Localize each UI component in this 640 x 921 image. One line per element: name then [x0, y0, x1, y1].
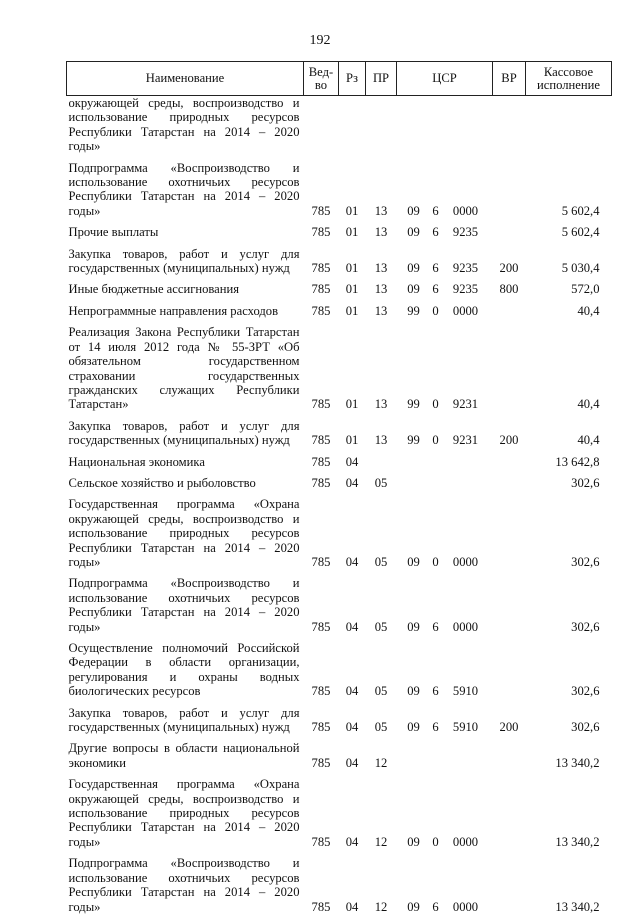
row-ved: 785: [311, 454, 331, 469]
row-pr: 05: [374, 619, 388, 634]
row-name: Сельское хозяйство и рыболовство: [68, 475, 256, 490]
row-sum: 302,6: [571, 554, 600, 569]
table-row: [67, 325, 612, 418]
row-csr1: 09: [407, 720, 420, 735]
row-pr: 05: [374, 475, 388, 490]
row-csr: [397, 325, 493, 418]
row-name: Национальная экономика: [68, 454, 205, 469]
row-sum: 302,6: [571, 684, 600, 699]
row-pr: 13: [374, 303, 388, 318]
header-vr: ВР: [493, 62, 526, 96]
row-rz: 01: [345, 261, 359, 276]
row-csr: [397, 706, 493, 742]
row-vr: [493, 455, 526, 476]
row-csr2: 6: [432, 225, 439, 240]
row-name: Государственная программа «Охрана окружающей среды, воспроизводство и использование природных ресурсов Республики Татарстан на 2014 – 2020 годы»: [68, 497, 300, 569]
header-sum: Кассовое исполнение: [526, 62, 612, 96]
row-csr2: 0: [432, 554, 439, 569]
row-csr2: 6: [432, 899, 439, 914]
row-csr: [397, 741, 493, 777]
row-pr: 05: [374, 554, 388, 569]
row-name: Иные бюджетные ассигнования: [68, 282, 240, 297]
row-name: Другие вопросы в области национальной экономики: [68, 741, 300, 770]
row-rz: 04: [345, 554, 359, 569]
row-ved: 785: [311, 684, 331, 699]
row-rz: 04: [345, 899, 359, 914]
row-csr1: 99: [407, 397, 420, 412]
row-vr: [493, 777, 526, 856]
row-name: Непрограммные направления расходов: [68, 303, 279, 318]
row-csr2: 6: [432, 282, 439, 297]
table-row: [67, 96, 612, 161]
row-vr: [493, 161, 526, 226]
row-csr3: 0000: [452, 834, 479, 849]
row-ved: 785: [311, 225, 331, 240]
row-pr: [366, 96, 397, 161]
row-rz: 01: [345, 397, 359, 412]
row-ved: 785: [311, 619, 331, 634]
row-sum: 13 340,2: [555, 755, 600, 770]
row-csr3: 9231: [452, 433, 479, 448]
row-rz: 04: [345, 619, 359, 634]
row-rz: 01: [345, 303, 359, 318]
table-row: [67, 247, 612, 283]
row-sum: 13 340,2: [555, 899, 600, 914]
row-sum: 302,6: [571, 720, 600, 735]
row-sum: 302,6: [571, 619, 600, 634]
row-ved: 785: [311, 755, 331, 770]
row-sum: 40,4: [577, 433, 600, 448]
table-row: [67, 576, 612, 641]
table-row: [67, 304, 612, 325]
row-csr2: 0: [432, 397, 439, 412]
row-csr3: 0000: [452, 303, 479, 318]
row-csr3: 9235: [452, 282, 479, 297]
row-csr1: 09: [407, 899, 420, 914]
row-name: Реализация Закона Республики Татарстан от 14 июля 2012 года № 55-ЗРТ «Об обязательном государственном страховании государственных гражданских служащих Республики Татарстан»: [68, 325, 300, 412]
row-csr1: 09: [407, 554, 420, 569]
row-csr2: 6: [432, 684, 439, 699]
page-number: 192: [309, 33, 331, 48]
table-row: [67, 777, 612, 856]
row-pr: 13: [374, 203, 388, 218]
row-csr1: 09: [407, 619, 420, 634]
row-csr3: 9235: [452, 225, 479, 240]
row-vr: [493, 476, 526, 497]
row-ved: [304, 96, 339, 161]
row-name: Прочие выплаты: [68, 225, 159, 240]
row-csr1: 09: [407, 684, 420, 699]
row-rz: 04: [345, 684, 359, 699]
row-name: Закупка товаров, работ и услуг для государственных (муниципальных) нужд: [68, 246, 300, 276]
row-sum: 572,0: [571, 282, 600, 297]
table-row: [67, 282, 612, 303]
row-pr: 13: [374, 433, 388, 448]
row-ved: 785: [311, 554, 331, 569]
budget-table: [66, 61, 612, 921]
row-vr: [493, 741, 526, 777]
row-ved: 785: [311, 282, 331, 297]
row-vr: [493, 225, 526, 246]
row-sum: 13 642,8: [555, 454, 600, 469]
row-name: Подпрограмма «Воспроизводство и использование охотничьих ресурсов Республики Татарстан на 2014 – 2020 годы»: [68, 576, 300, 634]
row-pr: 12: [374, 899, 388, 914]
row-rz: 01: [345, 225, 359, 240]
row-sum: 13 340,2: [555, 834, 600, 849]
row-csr: [397, 96, 493, 161]
row-csr2: 6: [432, 203, 439, 218]
row-pr: 13: [374, 282, 388, 297]
row-csr: [397, 247, 493, 283]
row-pr: 12: [374, 834, 388, 849]
row-vr: [493, 856, 526, 921]
row-vr: [493, 641, 526, 706]
row-sum: 5 602,4: [561, 225, 600, 240]
table-row: [67, 161, 612, 226]
table-header: [67, 62, 612, 96]
row-csr1: 09: [407, 282, 420, 297]
row-ved: 785: [311, 475, 331, 490]
table-row: [67, 641, 612, 706]
row-csr3: 0000: [452, 554, 479, 569]
row-sum: [526, 96, 612, 161]
row-csr: [397, 419, 493, 455]
table-row: [67, 706, 612, 742]
row-csr1: 09: [407, 225, 420, 240]
row-csr2: 0: [432, 433, 439, 448]
row-ved: 785: [311, 261, 331, 276]
row-rz: [339, 96, 366, 161]
row-csr2: 6: [432, 619, 439, 634]
row-csr: [397, 282, 493, 303]
row-ved: 785: [311, 203, 331, 218]
header-name: Наименование: [67, 62, 304, 96]
row-vr: 200: [499, 261, 519, 276]
table-row: [67, 419, 612, 455]
row-pr: 13: [374, 225, 388, 240]
row-csr: [397, 304, 493, 325]
row-name: Подпрограмма «Воспроизводство и использование охотничьих ресурсов Республики Татарстан на 2014 – 2020 годы»: [68, 160, 300, 218]
row-csr2: 0: [432, 303, 439, 318]
header-csr: ЦСР: [397, 62, 493, 96]
row-csr: [397, 497, 493, 576]
row-sum: 40,4: [577, 397, 600, 412]
row-csr1: 99: [407, 303, 420, 318]
row-sum: 40,4: [577, 303, 600, 318]
row-ved: 785: [311, 834, 331, 849]
row-ved: 785: [311, 397, 331, 412]
row-vr: 200: [499, 433, 519, 448]
row-pr: 05: [374, 684, 388, 699]
row-name: Подпрограмма «Воспроизводство и использование охотничьих ресурсов Республики Татарстан на 2014 – 2020 годы»: [68, 856, 300, 914]
row-pr: 05: [374, 720, 388, 735]
row-ved: 785: [311, 720, 331, 735]
row-name: Осуществление полномочий Российской Федерации в области организации, регулирования и охраны водных биологических ресурсов: [68, 641, 300, 699]
row-vr: [493, 576, 526, 641]
row-csr: [397, 856, 493, 921]
header-pr: ПР: [366, 62, 397, 96]
row-rz: 04: [345, 475, 359, 490]
row-csr: [397, 476, 493, 497]
row-vr: 800: [499, 282, 519, 297]
row-rz: 01: [345, 203, 359, 218]
row-ved: 785: [311, 303, 331, 318]
row-pr: 13: [374, 261, 388, 276]
table-row: [67, 497, 612, 576]
table-body: [67, 96, 612, 921]
row-sum: 302,6: [571, 475, 600, 490]
row-rz: 01: [345, 282, 359, 297]
row-vr: 200: [499, 720, 519, 735]
row-vr: [493, 325, 526, 418]
table-row: [67, 225, 612, 246]
row-csr3: 9231: [452, 397, 479, 412]
row-rz: 04: [345, 454, 359, 469]
row-pr: 12: [374, 755, 388, 770]
row-ved: 785: [311, 899, 331, 914]
row-vr: [493, 304, 526, 325]
row-rz: 04: [345, 720, 359, 735]
row-sum: 5 030,4: [561, 261, 600, 276]
table-row: [67, 455, 612, 476]
row-csr: [397, 777, 493, 856]
row-name: Государственная программа «Охрана окружающей среды, воспроизводство и использование природных ресурсов Республики Татарстан на 2014 – 2020 годы»: [68, 777, 300, 849]
row-csr: [397, 455, 493, 476]
row-vr: [493, 96, 526, 161]
row-csr1: 09: [407, 834, 420, 849]
row-pr: 13: [374, 397, 388, 412]
row-csr3: 5910: [452, 684, 479, 699]
row-rz: 01: [345, 433, 359, 448]
table-row: [67, 476, 612, 497]
row-csr3: 0000: [452, 899, 479, 914]
row-csr1: 99: [407, 433, 420, 448]
table-row: [67, 741, 612, 777]
row-csr3: 9235: [452, 261, 479, 276]
row-csr2: 0: [432, 834, 439, 849]
row-csr: [397, 161, 493, 226]
row-rz: 04: [345, 834, 359, 849]
row-csr2: 6: [432, 720, 439, 735]
row-name: Закупка товаров, работ и услуг для государственных (муниципальных) нужд: [68, 418, 300, 448]
row-csr1: 09: [407, 203, 420, 218]
row-csr1: 09: [407, 261, 420, 276]
row-name: Закупка товаров, работ и услуг для государственных (муниципальных) нужд: [68, 705, 300, 735]
row-ved: 785: [311, 433, 331, 448]
row-csr2: 6: [432, 261, 439, 276]
row-rz: 04: [345, 755, 359, 770]
row-csr: [397, 576, 493, 641]
row-name: окружающей среды, воспроизводство и использование природных ресурсов Республики Татарстан на 2014 – 2020 годы»: [68, 96, 300, 154]
table-row: [67, 856, 612, 921]
header-ved: Вед-во: [304, 62, 339, 96]
row-pr: [366, 455, 397, 476]
header-rz: Рз: [339, 62, 366, 96]
row-csr3: 0000: [452, 619, 479, 634]
row-sum: 5 602,4: [561, 203, 600, 218]
row-vr: [493, 497, 526, 576]
row-csr: [397, 641, 493, 706]
row-csr3: 0000: [452, 203, 479, 218]
row-csr: [397, 225, 493, 246]
row-csr3: 5910: [452, 720, 479, 735]
